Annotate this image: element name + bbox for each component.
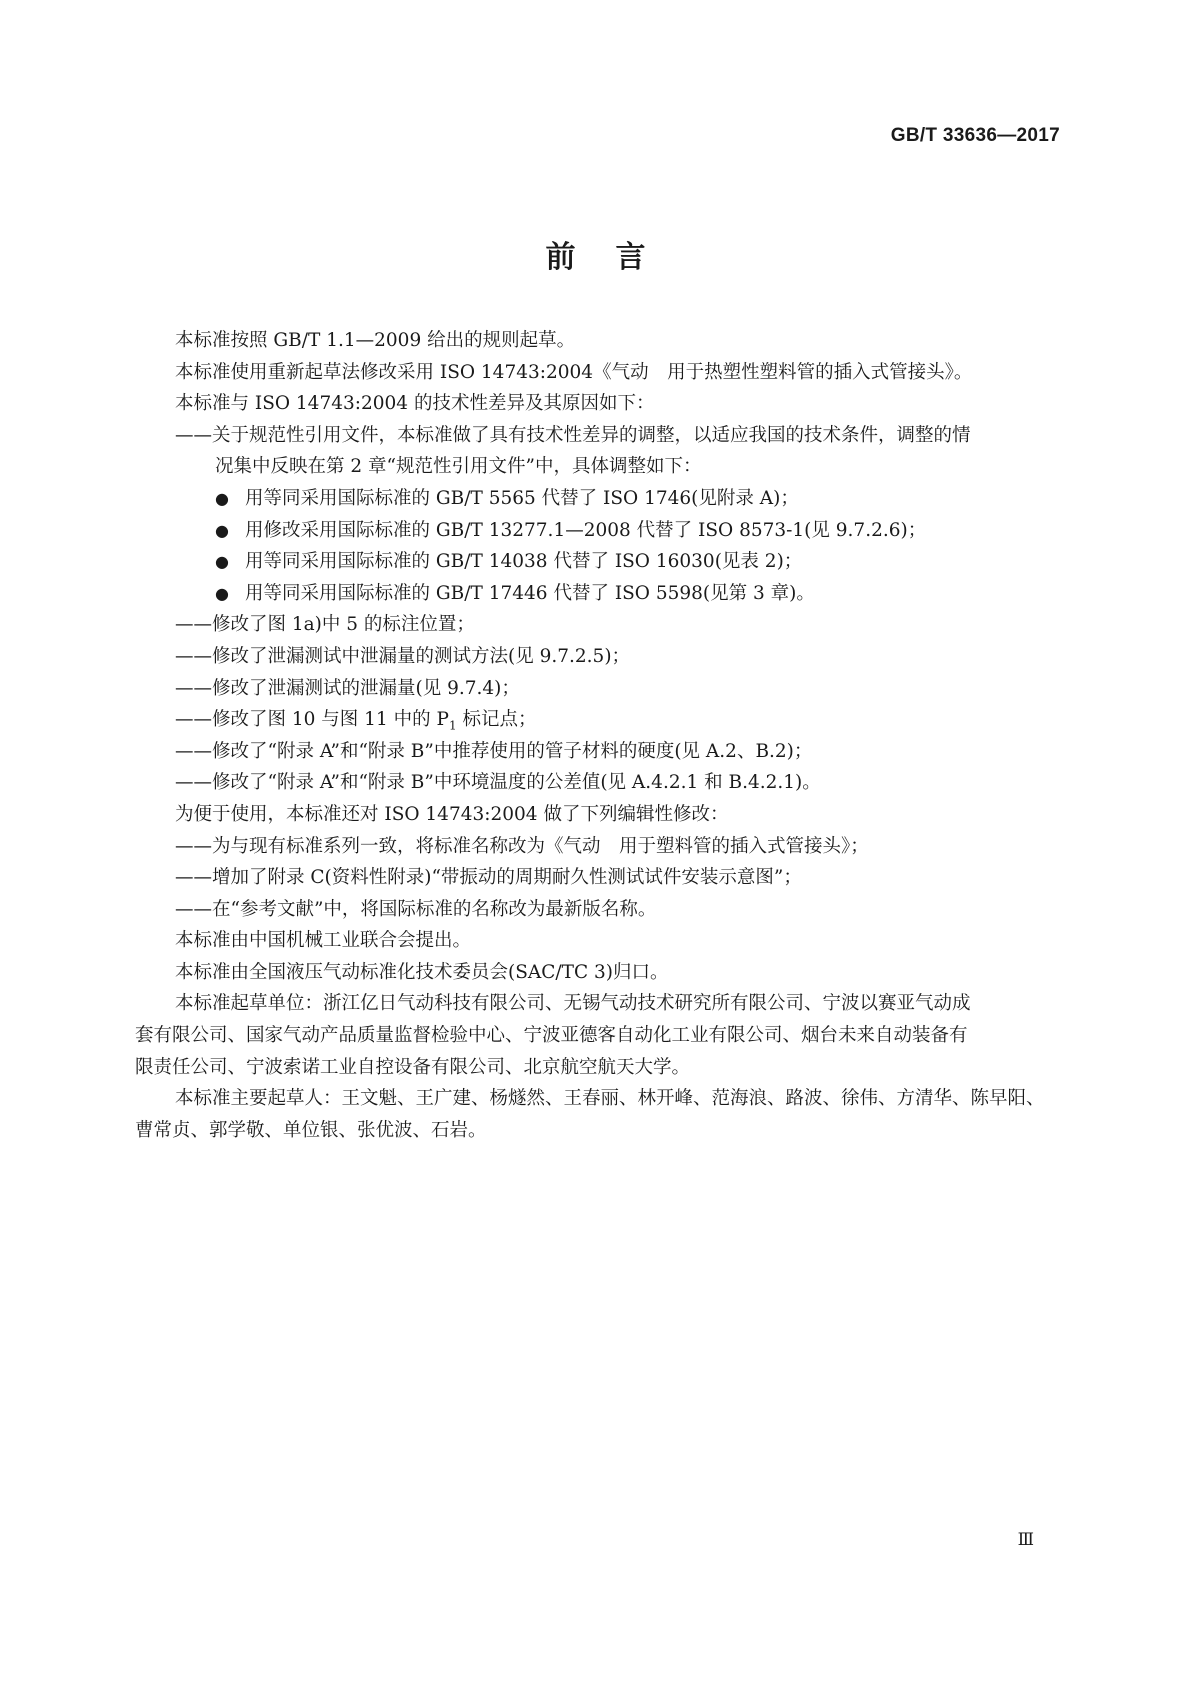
list-item-text: 用等同采用国际标准的 GB/T 17446 代替了 ISO 5598(见第 3 章)。 (245, 582, 815, 604)
list-item-text: 用等同采用国际标准的 GB/T 5565 代替了 ISO 1746(见附录 A)； (245, 487, 799, 509)
text-line: 曹常贞、郭学敬、单位银、张优波、石岩。 (135, 1119, 487, 1141)
bullet-icon: ● (215, 583, 229, 603)
text-line: 套有限公司、国家气动产品质量监督检验中心、宁波亚德客自动化工业有限公司、烟台未来自动装备有 (135, 1025, 968, 1047)
bullet-icon: ● (215, 488, 229, 508)
text-line: ——修改了泄漏测试的泄漏量(见 9.7.4)； (175, 677, 520, 699)
text-line: ——修改了图 10 与图 11 中的 $P_1$ 标记点； (175, 709, 537, 733)
text-line: 本标准与 ISO 14743:2004 的技术性差异及其原因如下： (175, 393, 655, 415)
text-line: ——在“参考文献”中，将国际标准的名称改为最新版名称。 (175, 898, 657, 920)
text-line: 为便于使用，本标准还对 ISO 14743:2004 做了下列编辑性修改： (175, 803, 729, 825)
list-item-text: 用修改采用国际标准的 GB/T 13277.1—2008 代替了 ISO 8573-1(见 9.7.2.6)； (245, 519, 927, 541)
list-item (135, 483, 1060, 515)
text-line: 本标准由全国液压气动标准化技术委员会(SAC/TC 3)归口。 (175, 961, 669, 983)
text-line: 限责任公司、宁波索诺工业自控设备有限公司、北京航空航天大学。 (135, 1056, 691, 1078)
page-number: Ⅲ (1017, 1530, 1034, 1550)
text-line: ——修改了泄漏测试中泄漏量的测试方法(见 9.7.2.5)； (175, 645, 631, 667)
list-item (135, 578, 1060, 610)
text-line: 本标准由中国机械工业联合会提出。 (175, 930, 472, 952)
text-line: ——修改了“附录 A”和“附录 B”中推荐使用的管子材料的硬度(见 A.2、B.2)； (175, 740, 813, 762)
bullet-icon: ● (215, 552, 229, 572)
standard-number: GB/T 33636—2017 (890, 125, 1060, 146)
text-line: ——修改了“附录 A”和“附录 B”中环境温度的公差值(见 A.4.2.1 和 B.4.2.1)。 (175, 772, 821, 794)
list-item (135, 515, 1060, 547)
list-item (135, 546, 1060, 578)
text-line: 本标准主要起草人：王文魁、王广建、杨燧然、王春丽、林开峰、范海浪、路波、徐伟、方清华、陈早阳、 (175, 1088, 1045, 1110)
text-line: 本标准起草单位：浙江亿日气动科技有限公司、无锡气动技术研究所有限公司、宁波以赛亚气动成 (175, 993, 971, 1015)
text-line: ——增加了附录 C(资料性附录)“带振动的周期耐久性测试试件安装示意图”； (175, 867, 802, 889)
text-line: ——修改了图 1a)中 5 的标注位置； (175, 614, 475, 636)
foreword-body (135, 325, 1060, 1146)
list-item-text: 用等同采用国际标准的 GB/T 14038 代替了 ISO 16030(见表 2)； (245, 551, 803, 573)
text-line: 本标准按照 GB/T 1.1—2009 给出的规则起草。 (175, 330, 576, 351)
text-line: 况集中反映在第 2 章“规范性引用文件”中，具体调整如下： (215, 456, 702, 478)
page-title: 前言 (545, 240, 686, 275)
text-line: ——关于规范性引用文件，本标准做了具有技术性差异的调整，以适应我国的技术条件，调整的情 (175, 424, 971, 446)
text-line: 本标准使用重新起草法修改采用 ISO 14743:2004《气动 用于热塑性塑料管的插入式管接头》。 (175, 361, 973, 383)
text-line: ——为与现有标准系列一致，将标准名称改为《气动 用于塑料管的插入式管接头》； (175, 835, 869, 857)
bullet-icon: ● (215, 520, 229, 540)
